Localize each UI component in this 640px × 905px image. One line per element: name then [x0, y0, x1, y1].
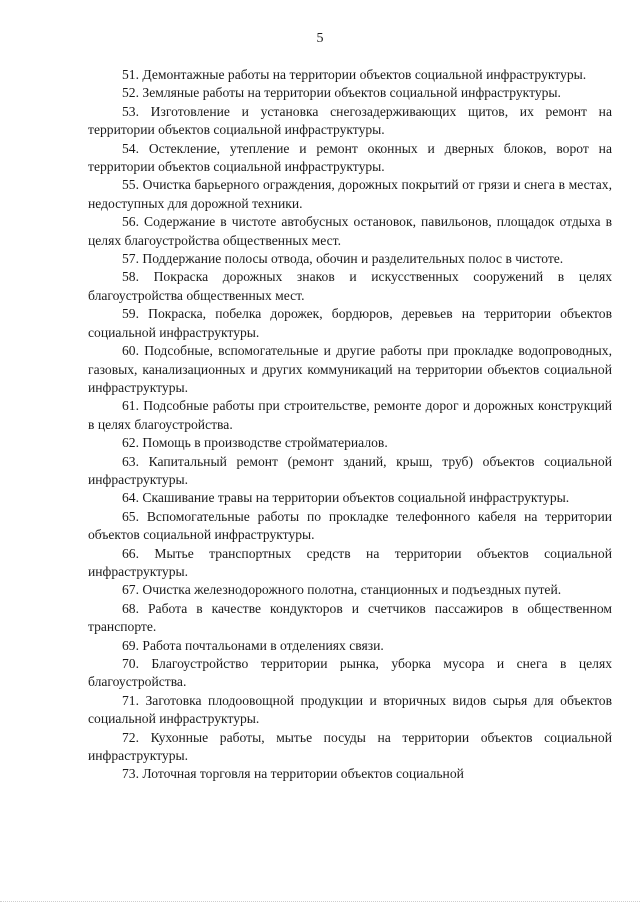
list-item: 56. Содержание в чистоте автобусных остановок, павильонов, площадок отдыха в целях благоустройства общественных мест. [88, 214, 612, 248]
list-item: 60. Подсобные, вспомогательные и другие работы при прокладке водопроводных, газовых, канализационных и других коммуникаций на территории объектов социальной инфраструктуры. [88, 343, 612, 395]
list-item: 72. Кухонные работы, мытье посуды на территории объектов социальной инфраструктуры. [88, 729, 612, 764]
list-item: 67. Очистка железнодорожного полотна, станционных и подъездных путей. [122, 582, 562, 598]
list-item: 59. Покраска, побелка дорожек, бордюров, деревьев на территории объектов социальной инфраструктуры. [88, 306, 612, 340]
list-item: 61. Подсобные работы при строительстве, ремонте дорог и дорожных конструкций в целях благоустройства. [88, 398, 612, 432]
list-item: 54. Остекление, утепление и ремонт оконных и дверных блоков, ворот на территории объектов социальной инфраструктуры. [88, 140, 612, 175]
list-item: 51. Демонтажные работы на территории объектов социальной инфраструктуры. [122, 67, 587, 82]
list-item: 58. Покраска дорожных знаков и искусственных сооружений в целях благоустройства общественных мест. [88, 269, 612, 303]
list-item: 70. Благоустройство территории рынка, уборка мусора и снега в целях благоустройства. [88, 656, 612, 690]
list-item: 68. Работа в качестве кондукторов и счетчиков пассажиров в общественном транспорте. [88, 600, 612, 635]
list-item: 52. Земляные работы на территории объектов социальной инфраструктуры. [122, 85, 561, 101]
list-item: 71. Заготовка плодоовощной продукции и вторичных видов сырья для объектов социальной инфраструктуры. [88, 692, 612, 727]
page-bottom-divider [0, 901, 640, 902]
document-body [88, 66, 612, 784]
list-item: 73. Лоточная торговля на территории объектов социальной [122, 766, 464, 782]
list-item: 53. Изготовление и установка снегозадерживающих щитов, их ремонт на территории объектов социальной инфраструктуры. [88, 103, 612, 138]
page-number: 5 [316, 31, 324, 46]
list-item: 66. Мытье транспортных средств на территории объектов социальной инфраструктуры. [88, 545, 612, 579]
list-item: 69. Работа почтальонами в отделениях связи. [122, 637, 384, 653]
list-item: 65. Вспомогательные работы по прокладке телефонного кабеля на территории объектов социальной инфраструктуры. [88, 508, 612, 543]
list-item: 55. Очистка барьерного ограждения, дорожных покрытий от грязи и снега в местах, недоступных для дорожной техники. [88, 177, 612, 211]
list-item: 57. Поддержание полосы отвода, обочин и разделительных полос в чистоте. [122, 251, 564, 267]
list-item: 63. Капитальный ремонт (ремонт зданий, крыш, труб) объектов социальной инфраструктуры. [88, 453, 612, 487]
list-item: 62. Помощь в производстве стройматериалов. [122, 435, 388, 451]
list-item: 64. Скашивание травы на территории объектов социальной инфраструктуры. [122, 490, 570, 506]
